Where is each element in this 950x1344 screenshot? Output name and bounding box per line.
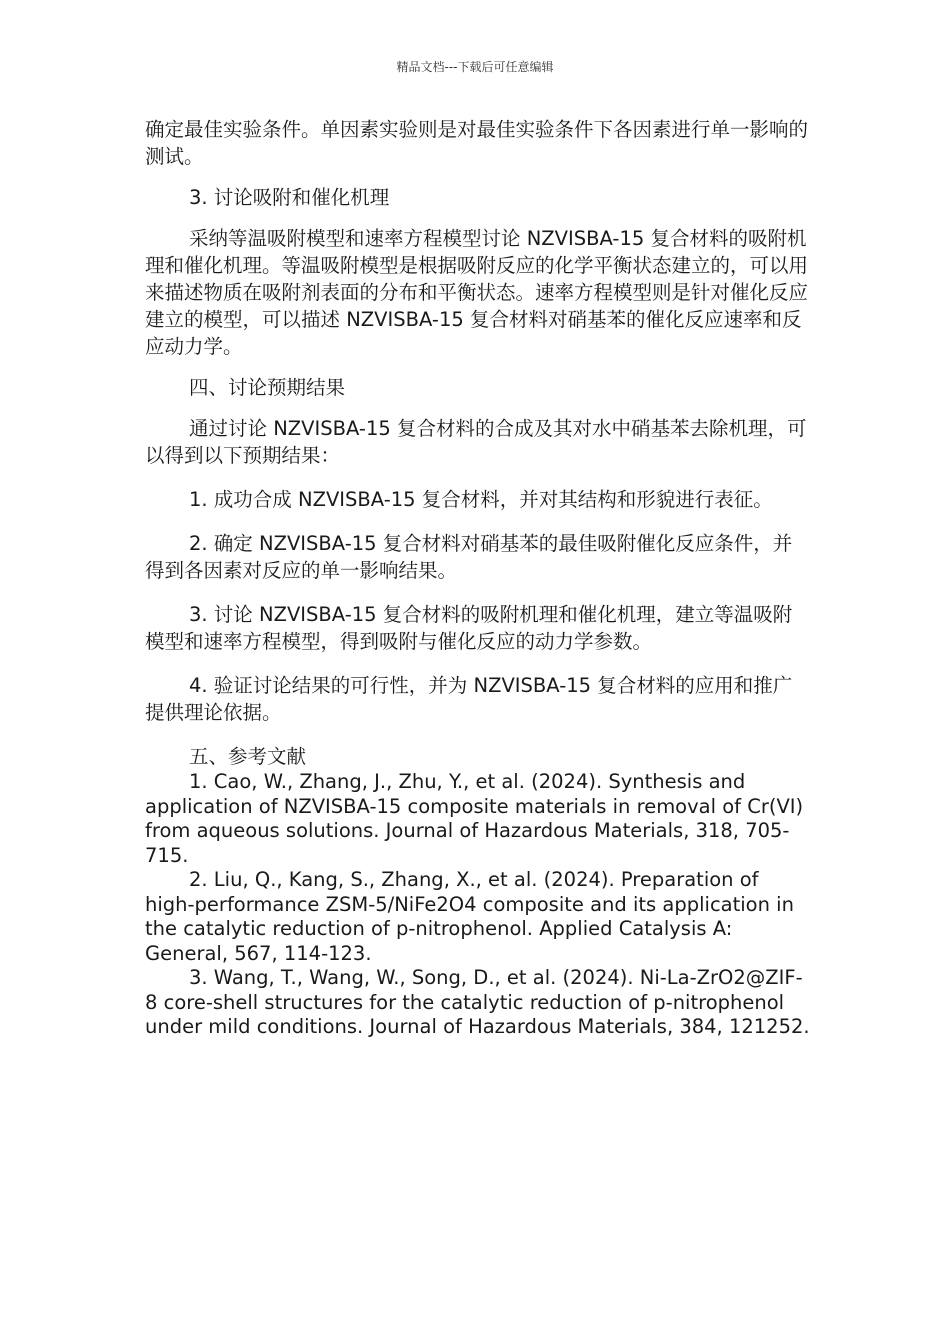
paragraph-expected-intro: 通过讨论 NZVISBA-15 复合材料的合成及其对水中硝基苯去除机理，可以得到以下预期结果： xyxy=(145,417,807,467)
section-heading-4: 四、讨论预期结果 xyxy=(189,376,346,399)
section-heading-5: 五、参考文献 xyxy=(189,745,307,768)
document-body xyxy=(145,116,810,1040)
expected-result-4: 4. 验证讨论结果的可行性，并为 NZVISBA-15 复合材料的应用和推广提供理论依据。 xyxy=(145,674,793,724)
paragraph-continued: 确定最佳实验条件。单因素实验则是对最佳实验条件下各因素进行单一影响的测试。 xyxy=(145,118,809,168)
reference-item: 1. Cao, W., Zhang, J., Zhu, Y., et al. (2024). Synthesis and application of NZVISBA-15 composite materials in removal of Cr(VI) from aqueous solutions. Journal of Hazardous Materials, 318, 705-715. xyxy=(145,770,804,867)
section-heading-3: 3. 讨论吸附和催化机理 xyxy=(189,186,390,209)
page-header: 精品文档---下载后可任意编辑 xyxy=(396,60,554,74)
expected-result-3: 3. 讨论 NZVISBA-15 复合材料的吸附机理和催化机理，建立等温吸附模型和速率方程模型，得到吸附与催化反应的动力学参数。 xyxy=(145,603,793,653)
reference-item: 2. Liu, Q., Kang, S., Zhang, X., et al. (2024). Preparation of high-performance ZSM-5/NiFe2O4 composite and its application in the catalytic reduction of p-nitrophenol. Applied Catalysis A: General, 567, 114-123. xyxy=(145,868,794,965)
reference-item: 3. Wang, T., Wang, W., Song, D., et al. (2024). Ni-La-ZrO2@ZIF-8 core-shell structures for the catalytic reduction of p-nitrophenol under mild conditions. Journal of Hazardous Materials, 384, 121252. xyxy=(145,966,810,1038)
expected-result-1: 1. 成功合成 NZVISBA-15 复合材料，并对其结构和形貌进行表征。 xyxy=(189,488,773,511)
expected-result-2: 2. 确定 NZVISBA-15 复合材料对硝基苯的最佳吸附催化反应条件，并得到各因素对反应的单一影响结果。 xyxy=(145,532,793,582)
paragraph-mechanism: 采纳等温吸附模型和速率方程模型讨论 NZVISBA-15 复合材料的吸附机理和催化机理。等温吸附模型是根据吸附反应的化学平衡状态建立的，可以用来描述物质在吸附剂表面的分布和平衡状态。速率方程模型则是针对催化反应建立的模型，可以描述 NZVISBA-15 复合材料对硝基苯的催化反应速率和反应动力学。 xyxy=(145,227,809,358)
